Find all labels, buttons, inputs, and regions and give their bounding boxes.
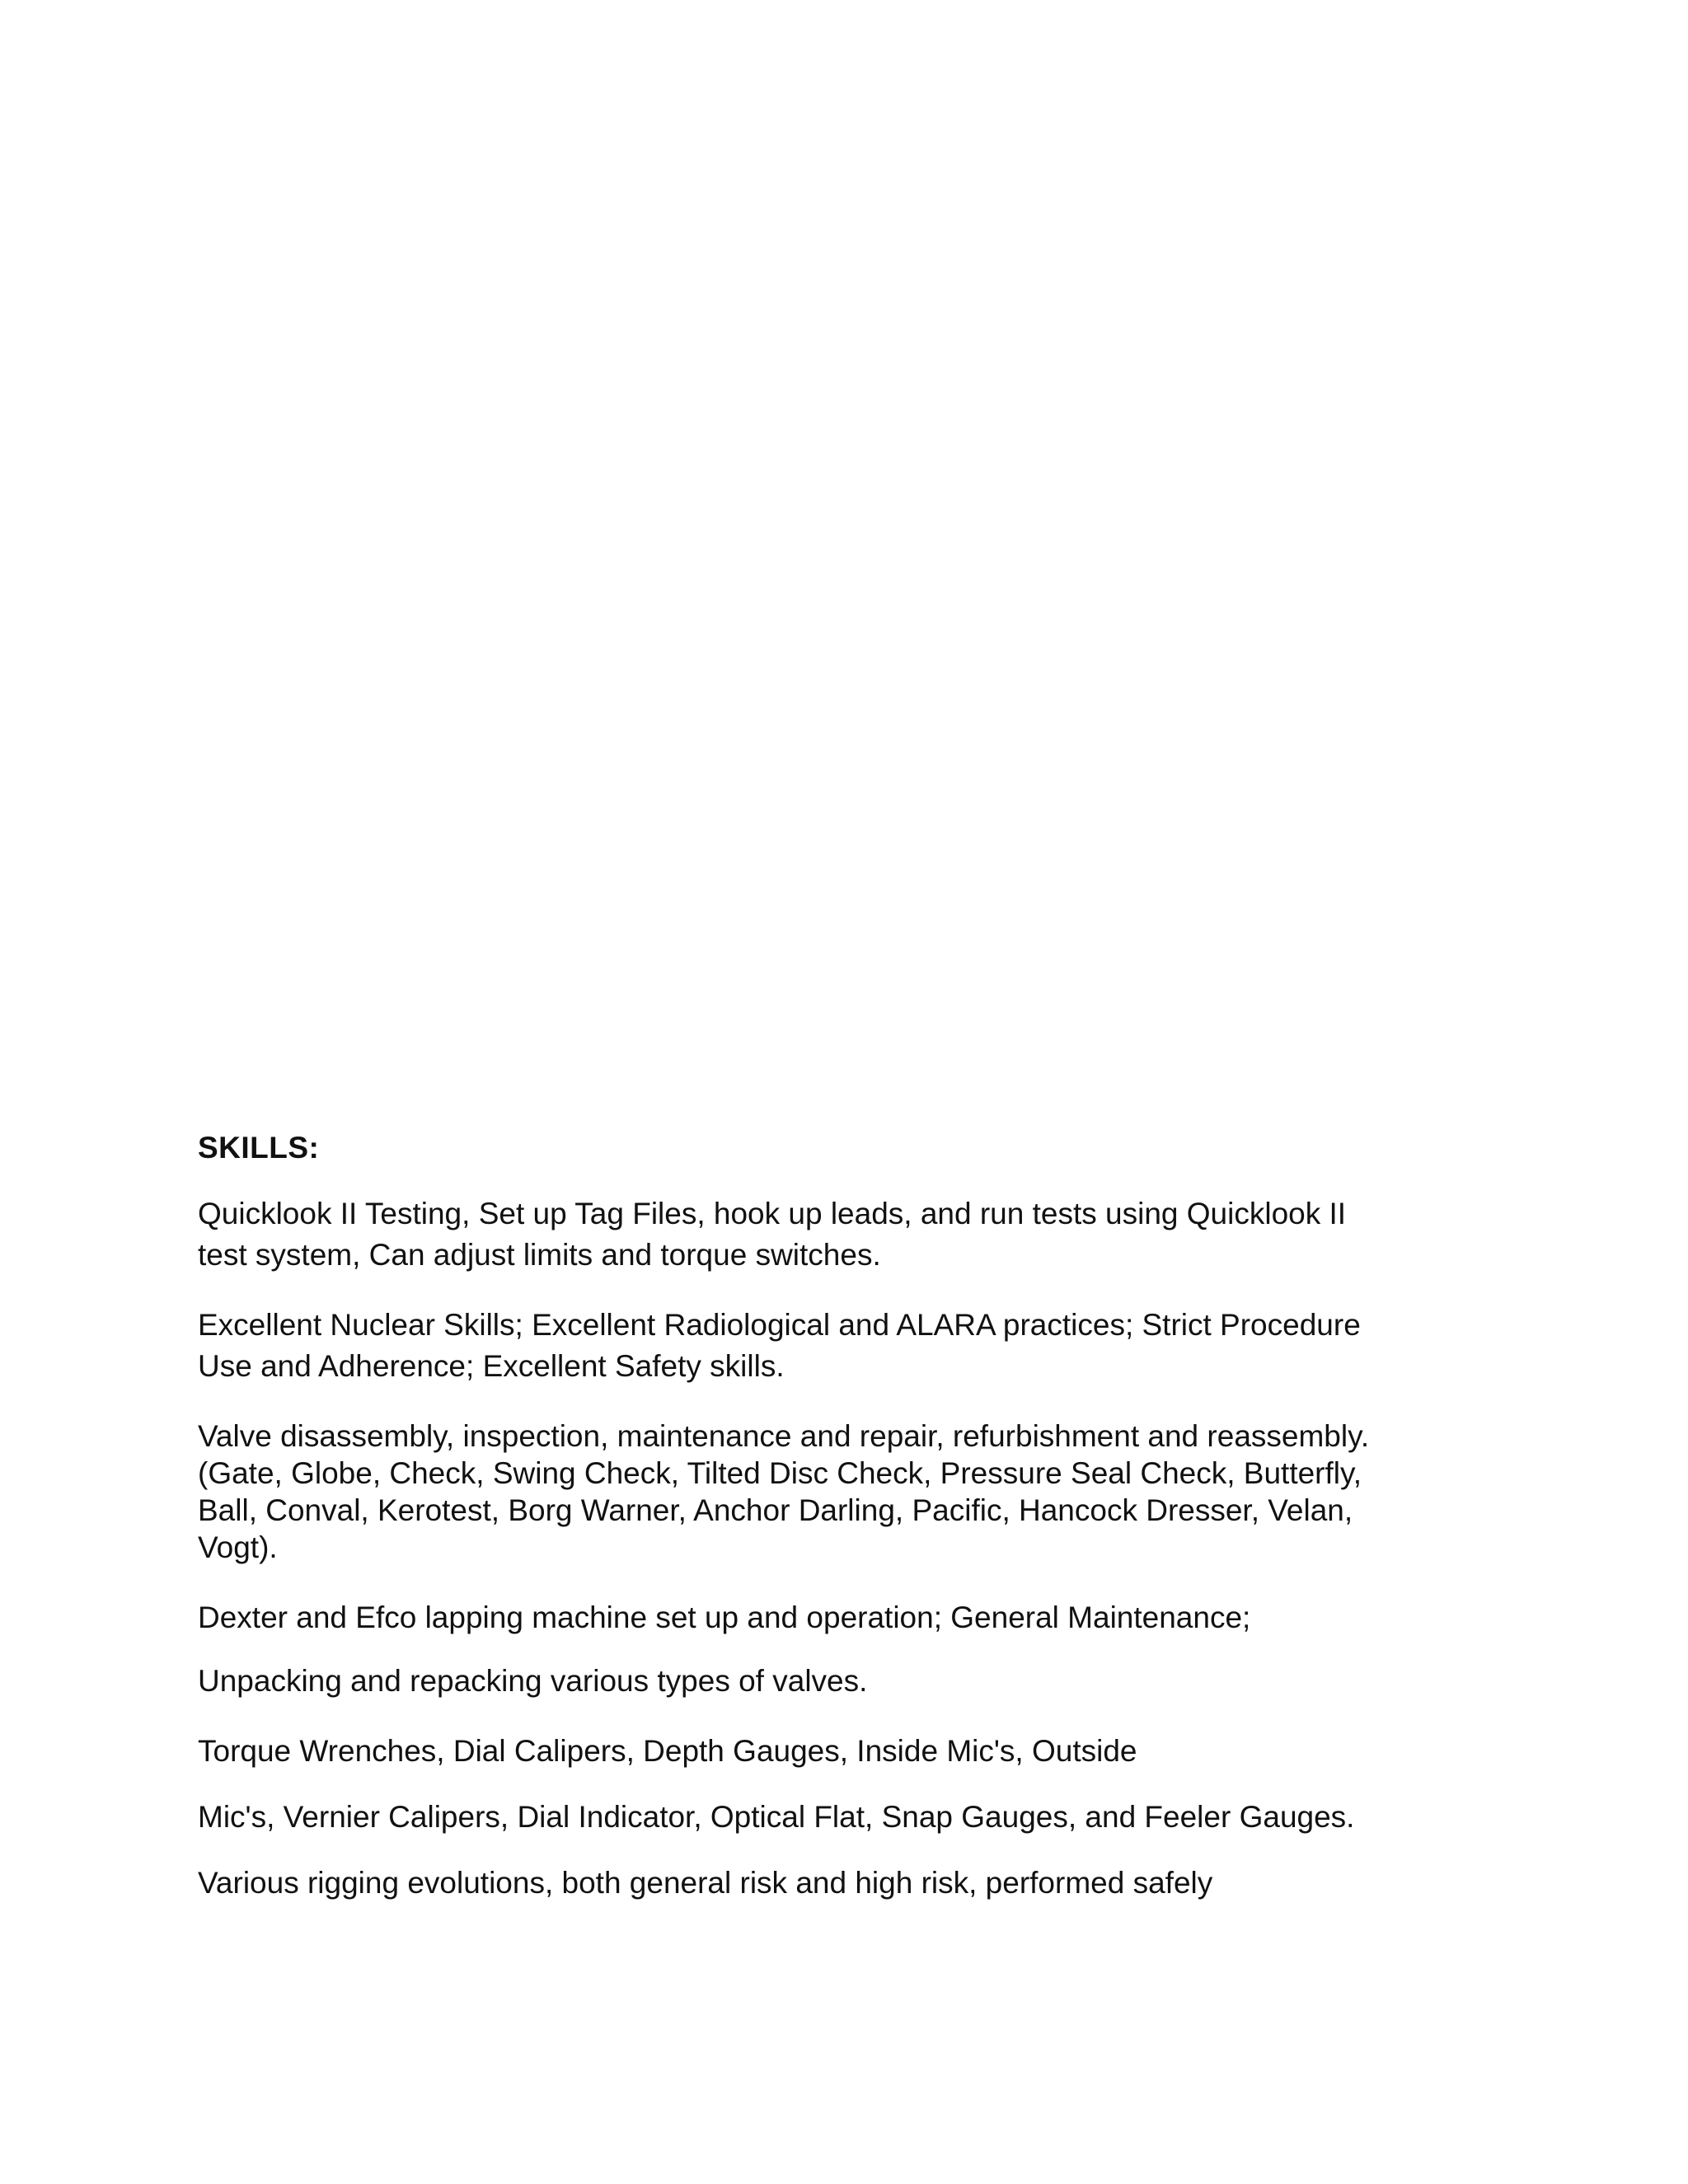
section-heading-skills: SKILLS: (198, 1131, 320, 1165)
paragraph-line: Quicklook II Testing, Set up Tag Files, hook up leads, and run tests using Quicklook II (198, 1197, 1347, 1230)
paragraph-line: Various rigging evolutions, both general risk and high risk, performed safely (198, 1866, 1213, 1900)
skill-paragraph-valves (198, 1418, 1484, 1566)
paragraph-line: Dexter and Efco lapping machine set up and operation; General Maintenance; (198, 1601, 1251, 1634)
skill-paragraph-lapping (198, 1597, 1484, 1638)
paragraph-line: Ball, Conval, Kerotest, Borg Warner, Anchor Darling, Pacific, Hancock Dresser, Velan, (198, 1493, 1353, 1527)
paragraph-line: Excellent Nuclear Skills; Excellent Radiological and ALARA practices; Strict Procedure (198, 1308, 1361, 1342)
paragraph-line: Vogt). (198, 1530, 278, 1564)
paragraph-line: Mic's, Vernier Calipers, Dial Indicator, Optical Flat, Snap Gauges, and Feeler Gauges. (198, 1800, 1355, 1834)
skill-paragraph-quicklook (198, 1193, 1484, 1276)
skill-paragraph-tools (198, 1731, 1484, 1772)
skill-paragraph-packing (198, 1661, 1484, 1702)
paragraph-line: Valve disassembly, inspection, maintenance and repair, refurbishment and reassembly. (198, 1419, 1370, 1453)
paragraph-line: Use and Adherence; Excellent Safety skills. (198, 1349, 785, 1383)
paragraph-line: Torque Wrenches, Dial Calipers, Depth Gauges, Inside Mic's, Outside (198, 1734, 1137, 1768)
paragraph-line: (Gate, Globe, Check, Swing Check, Tilted Disc Check, Pressure Seal Check, Butterfly, (198, 1456, 1362, 1490)
paragraph-line: test system, Can adjust limits and torque switches. (198, 1238, 881, 1272)
paragraph-line: Unpacking and repacking various types of valves. (198, 1664, 868, 1698)
skill-paragraph-nuclear (198, 1305, 1484, 1387)
skill-paragraph-gauges (198, 1797, 1484, 1838)
skill-paragraph-rigging (198, 1863, 1484, 1904)
